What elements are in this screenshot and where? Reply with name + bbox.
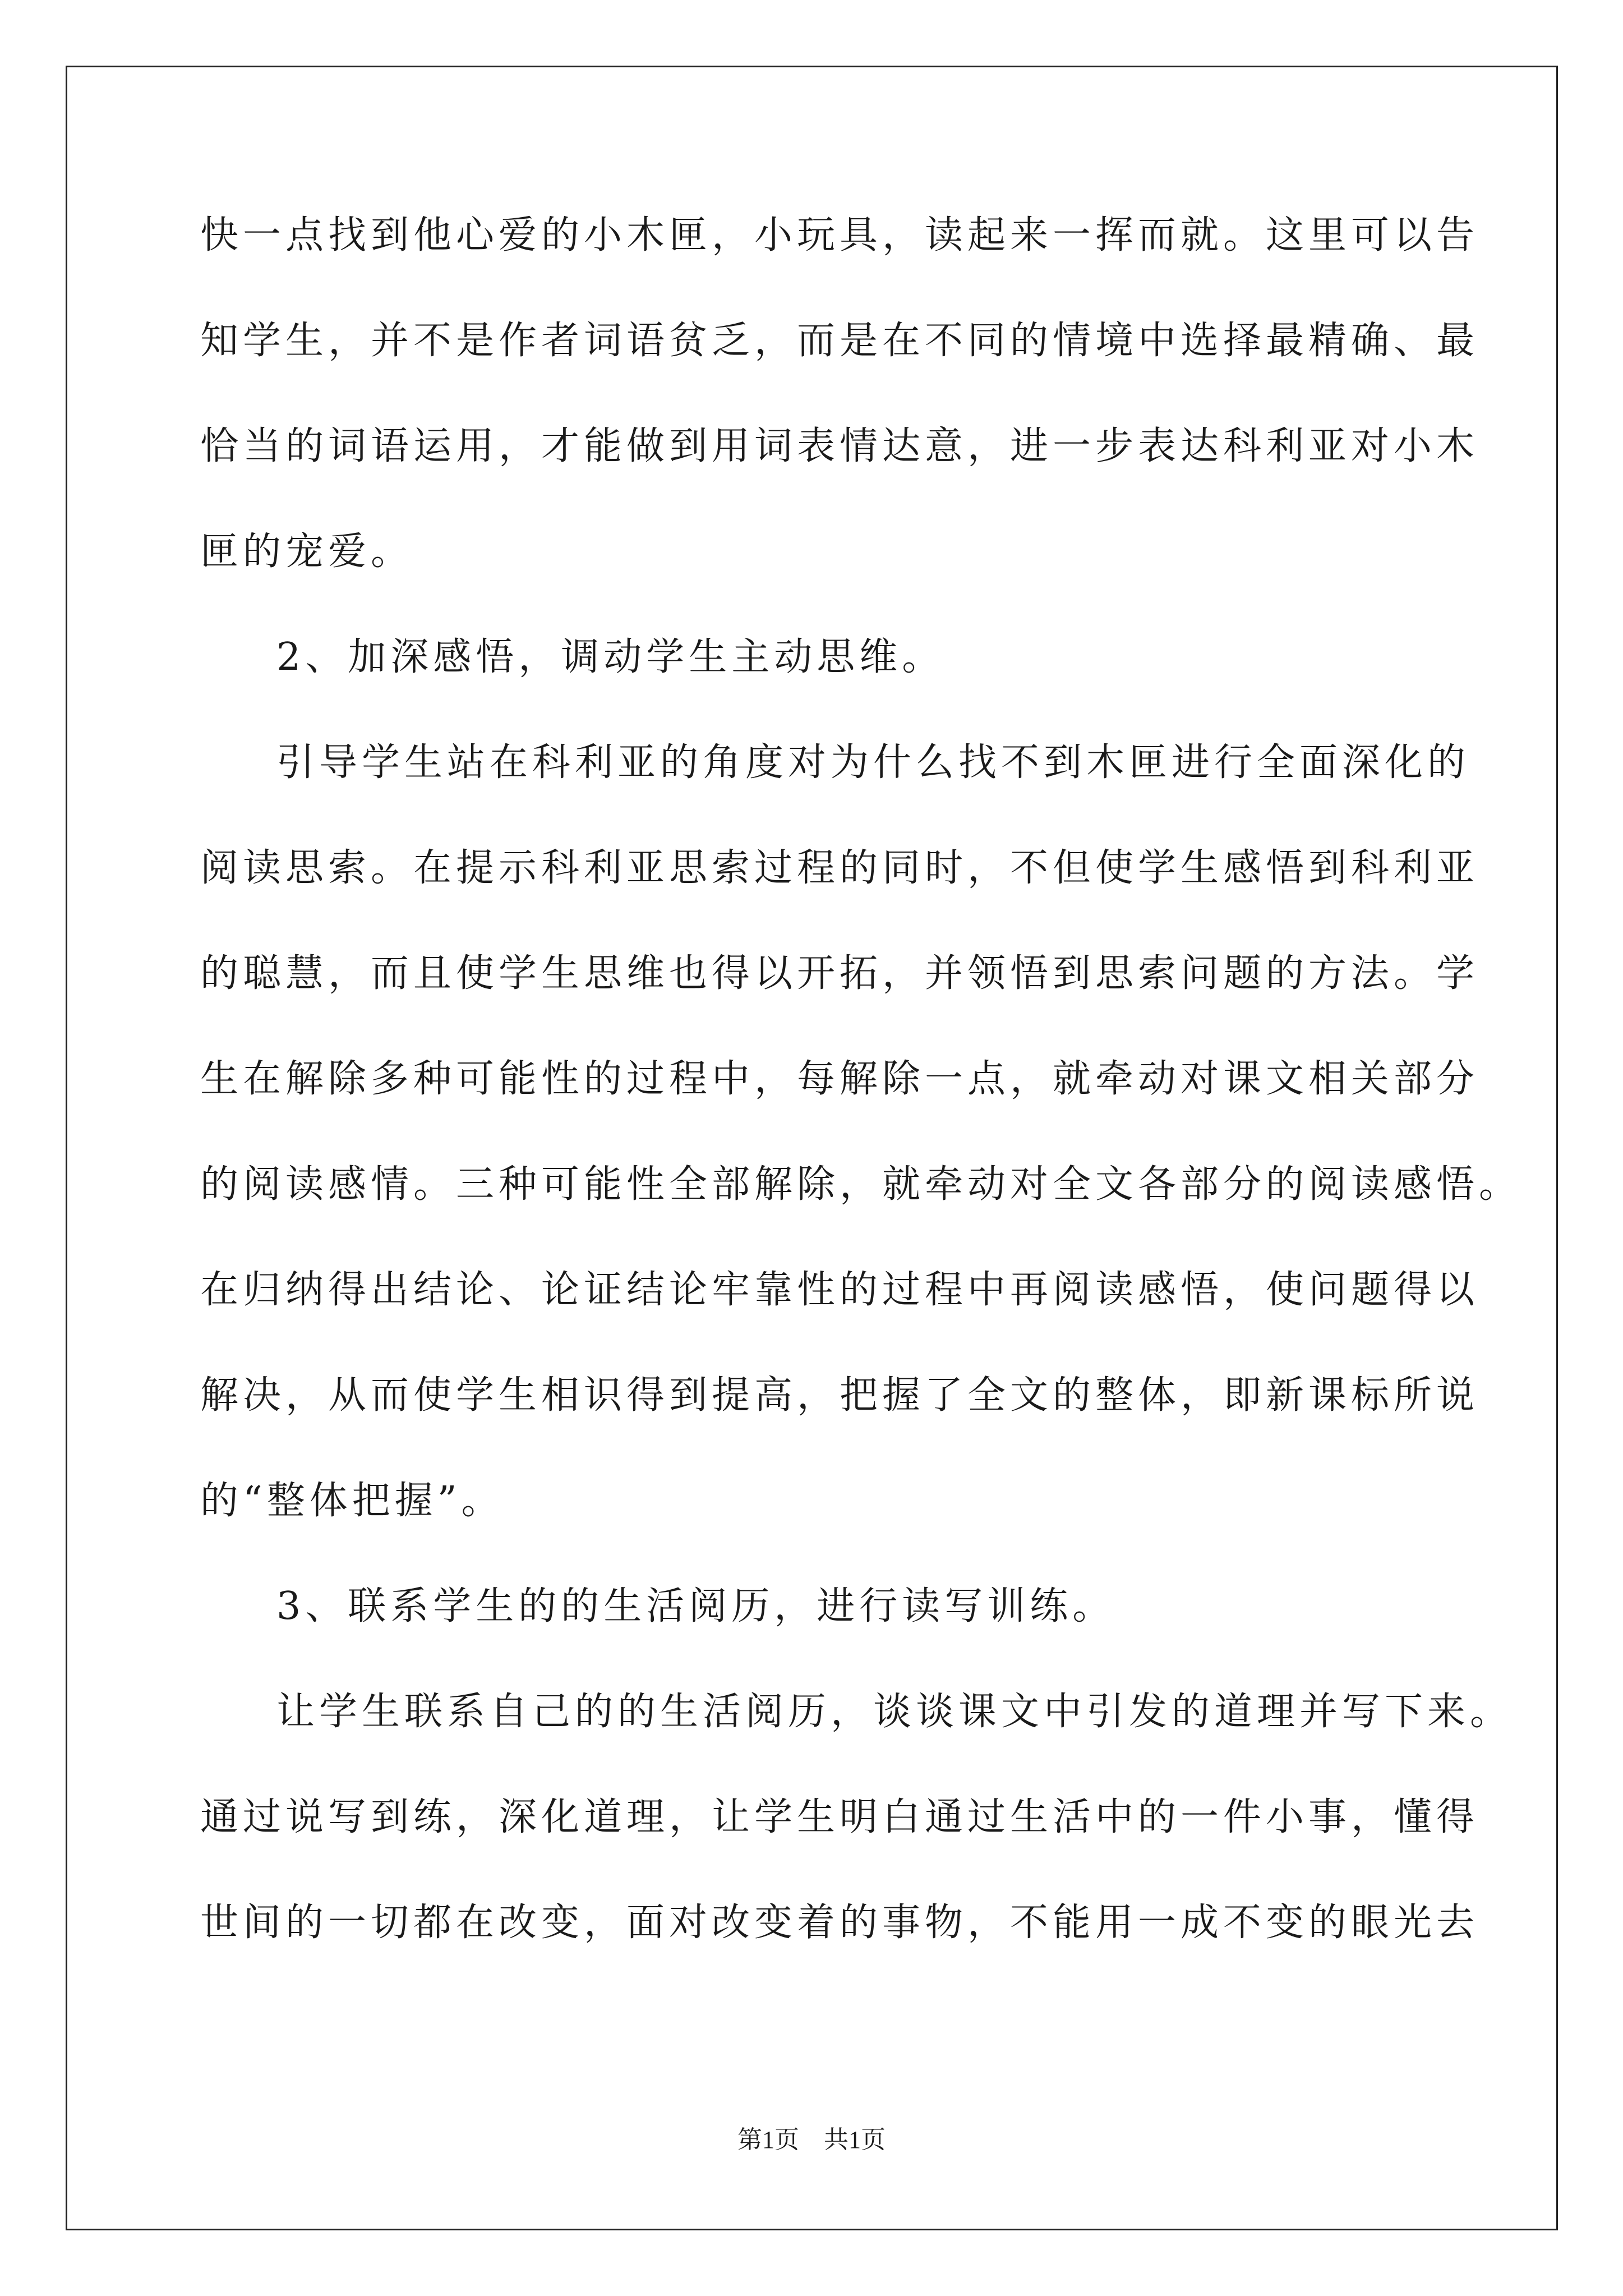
text-line: 通过说写到练，深化道理，让学生明白通过生活中的一件小事，懂得 (200, 1795, 1479, 1839)
text-line: 匣的宠爱。 (200, 530, 414, 574)
text-line: 生在解除多种可能性的过程中，每解除一点，就牵动对课文相关部分 (200, 1057, 1479, 1101)
text-line: 快一点找到他心爱的小木匣，小玩具，读起来一挥而就。这里可以告 (200, 213, 1479, 257)
text-line: 的聪慧，而且使学生思维也得以开拓，并领悟到思索问题的方法。学 (200, 951, 1479, 996)
text-line: 引导学生站在科利亚的角度对为什么找不到木匣进行全面深化的 (276, 740, 1470, 785)
text-line: 世间的一切都在改变，面对改变着的事物，不能用一成不变的眼光去 (200, 1901, 1479, 1945)
text-line: 恰当的词语运用，才能做到用词表情达意，进一步表达科利亚对小木 (200, 424, 1479, 468)
text-line: 阅读思索。在提示科利亚思索过程的同时，不但使学生感悟到科利亚 (200, 846, 1479, 890)
text-line: 在归纳得出结论、论证结论牢靠性的过程中再阅读感悟，使问题得以 (200, 1268, 1479, 1312)
text-line: 的阅读感情。三种可能性全部解除，就牵动对全文各部分的阅读感悟。 (200, 1162, 1522, 1207)
section-heading: 2、加深感悟，调动学生主动思维。 (276, 635, 945, 679)
text-line: 让学生联系自己的的生活阅历，谈谈课文中引发的道理并写下来。 (276, 1690, 1513, 1734)
page-number: 第1页 共1页 (737, 2126, 886, 2154)
section-heading: 3、联系学生的的生活阅历，进行读写训练。 (276, 1584, 1115, 1628)
text-line: 知学生，并不是作者词语贫乏，而是在不同的情境中选择最精确、最 (200, 319, 1479, 363)
text-line: 的“整体把握”。 (200, 1479, 504, 1523)
text-line: 解决，从而使学生相识得到提高，把握了全文的整体，即新课标所说 (200, 1373, 1479, 1418)
